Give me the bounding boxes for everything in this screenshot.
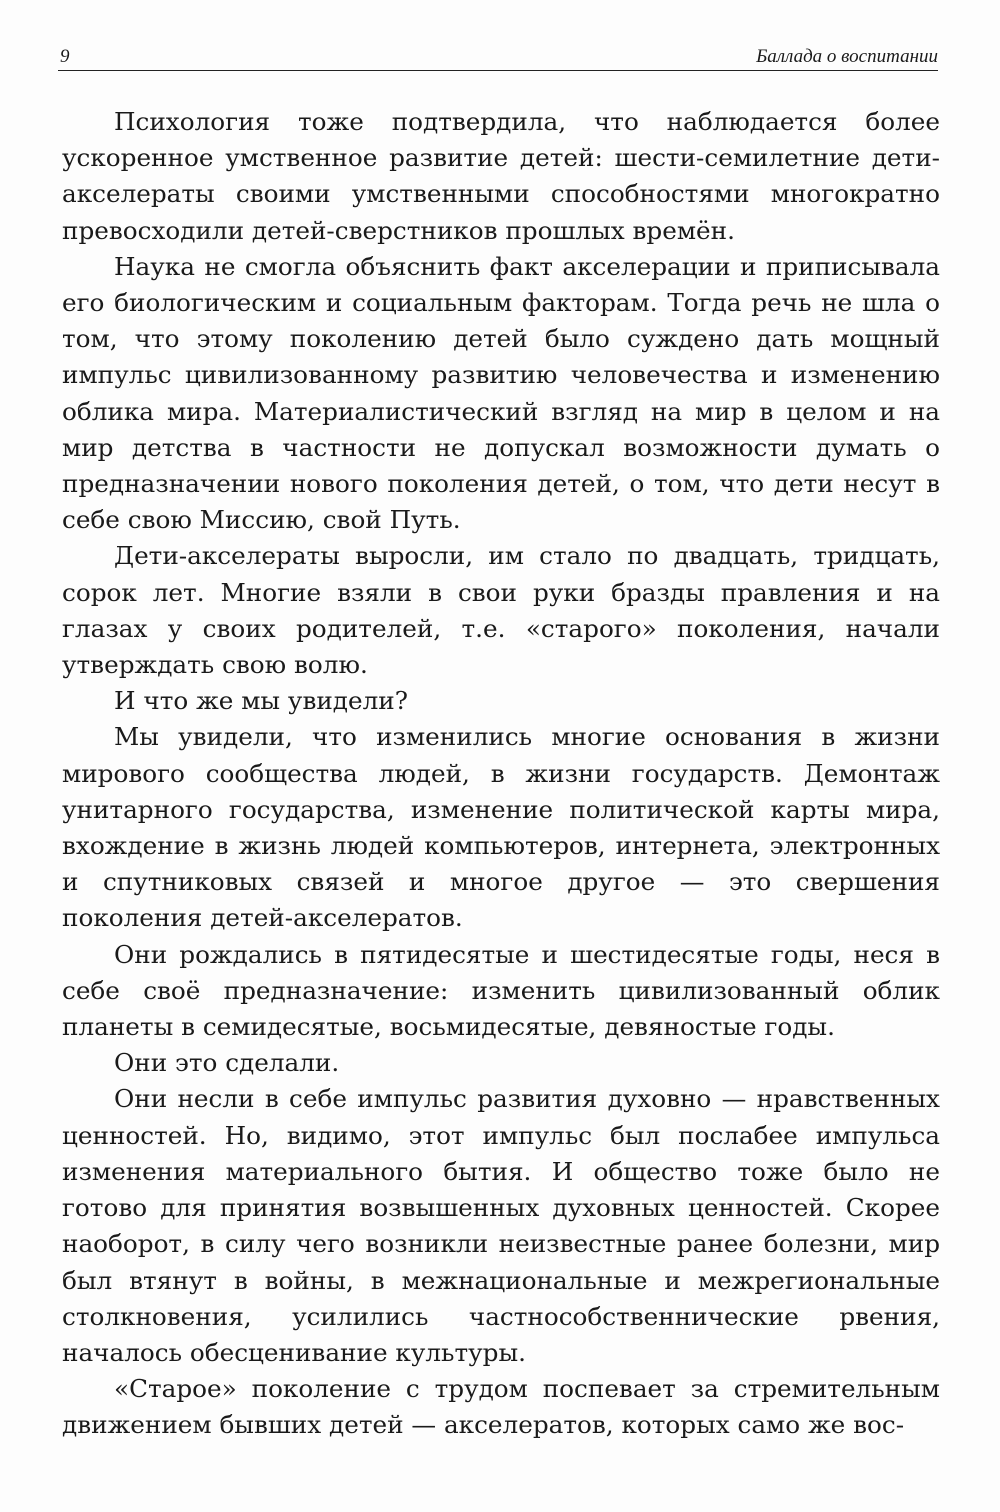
book-title: Баллада о воспитании [756,46,938,67]
paragraph: Они рождались в пятидесятые и шестидесятые годы, неся в себе своё предназначение: изменить цивилизованный облик планеты в семидесятые, восьмидесятые, девяностые годы. [62,939,940,1042]
paragraph: Наука не смогла объяснить факт акселерации и приписывала его биологическим и социальным факторам. Тогда речь не шла о том, что этому поколению детей было суждено дать мощный импульс цивилизованному развитию человечества и изменению облика мира. Материалистический взгляд на мир в целом и на мир детства в частности не допускал возможности думать о предназначении нового поколения детей, о том, что дети несут в себе свою Миссию, свой Путь. [62,251,940,535]
paragraph: Они несли в себе импульс развития духовно — нравственных ценностей. Но, видимо, этот импульс был послабее импульса изменения материального бытия. И общество тоже было не готово для принятия возвышенных духовных ценностей. Скорее наоборот, в силу чего возникли неизвестные ранее болезни, мир был втянут в войны, в межнациональные и межрегиональные столкновения, усилились частнособственнические рвения, началось обесценивание культуры. [62,1084,940,1367]
paragraph: «Старое» поколение с трудом поспевает за стремительным движением бывших детей — акселератов, которых само же вос- [62,1374,940,1440]
paragraph: Дети-акселераты выросли, им стало по двадцать, тридцать, сорок лет. Многие взяли в свои руки бразды правления и на глазах у своих родителей, т.е. «старого» поколения, начали утверждать свою волю. [62,541,940,680]
paragraph: Они это сделали. [114,1048,340,1078]
paragraph: Психология тоже подтвердила, что наблюдается более ускоренное умственное развитие детей: шести-семилетние дети-акселераты своими умственными способностями многократно превосходили детей-сверстников прошлых времён. [62,107,940,245]
paragraph: Мы увидели, что изменились многие основания в жизни мирового сообщества людей, в жизни государств. Демонтаж унитарного государства, изменение политической карты мира, вхождение в жизнь людей компьютеров, интернета, электронных и спутниковых связей и многое другое — это свершения поколения детей-акселератов. [62,722,940,933]
page-number: 9 [60,46,70,67]
running-header [58,40,938,71]
body-text [62,104,940,1444]
paragraph: И что же мы увидели? [114,686,408,716]
